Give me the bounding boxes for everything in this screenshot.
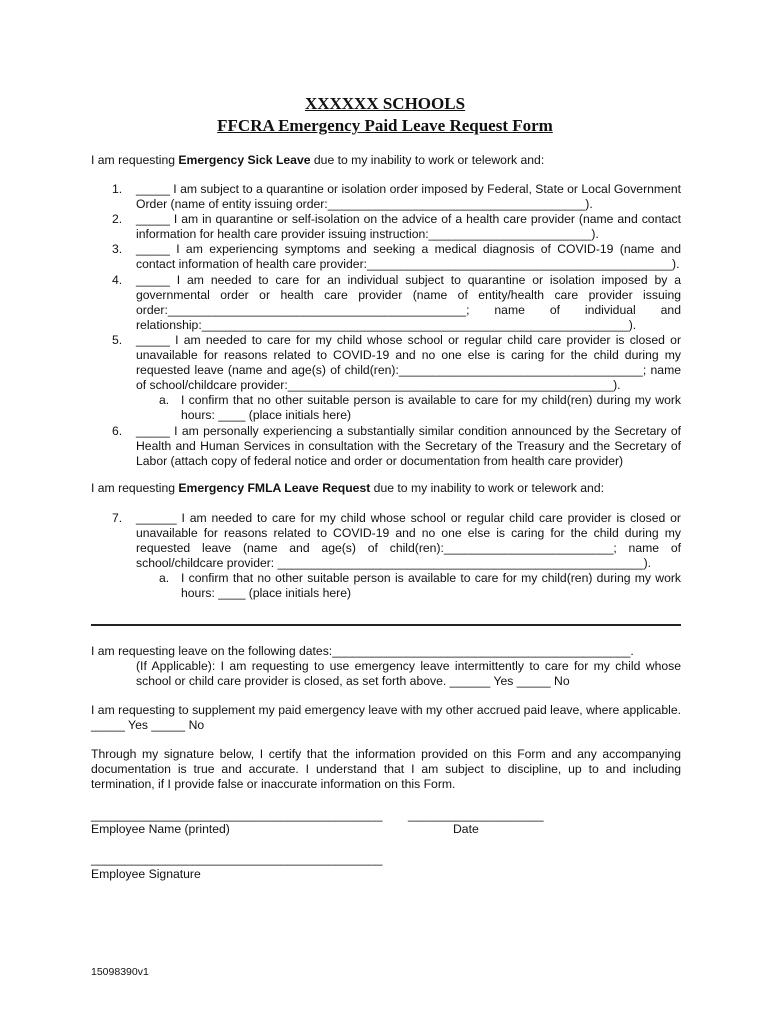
intermittent-leave-line: (If Applicable): I am requesting to use emergency leave intermittently to care for my child whose school or child care provider is closed, as set forth above. ______ Yes _____ No <box>136 659 681 689</box>
sick-leave-term: Emergency Sick Leave <box>178 153 311 167</box>
list-item: 3. _____ I am experiencing symptoms and seeking a medical diagnosis of COVID-19 (name and contact information of health care provider:_____________________________________________). <box>112 242 681 272</box>
fmla-leave-term: Emergency FMLA Leave Request <box>178 481 371 495</box>
employee-signature-label: Employee Signature <box>91 867 201 881</box>
list-item: 5. _____ I am needed to care for my child whose school or regular child care provider is closed or unavailable for reasons related to COVID-19 and no one else is caring for the child during my requested leave (name and age(s) of child(ren):____________________________________; name of school/childcare provider:________________________________________________). <box>112 332 681 393</box>
list-item: 7. ______ I am needed to care for my child whose school or regular child care provider is closed or unavailable for reasons related to COVID-19 and no one else is caring for the child during my requested leave (name and age(s) of child(ren):_________________________; name of school/childcare provider: ______________________________________________________). <box>112 511 681 571</box>
list-item: 1. _____ I am subject to a quarantine or isolation order imposed by Federal, State or Local Government Order (name of entity issuing order:______________________________________). <box>112 182 681 212</box>
form-subtitle: FFCRA Emergency Paid Leave Request Form <box>217 116 553 135</box>
leave-dates-line: I am requesting leave on the following dates:____________________________________________. <box>91 644 634 658</box>
list-item: 4. _____ I am needed to care for an individual subject to quarantine or isolation imposed by a governmental order or health care provider (name of entity/health care provider issuing order:____________________________________________; name of individual and relationship:_______________________________________________________________). <box>112 272 681 332</box>
date-label: Date <box>453 822 479 836</box>
sick-leave-list <box>112 182 681 469</box>
list-item: 6. _____ I am personally experiencing a substantially similar condition announced by the Secretary of Health and Human Services in consultation with the Secretary of the Treasury and the Secretary of Labor (attach copy of federal notice and order or documentation from health care provider) <box>112 423 681 468</box>
fmla-leave-list <box>112 511 681 602</box>
leave-dates-section <box>91 644 681 690</box>
list-subitem: a. I confirm that no other suitable person is available to care for my child(ren) during my work hours: ____ (place initials here) <box>159 571 681 601</box>
section-divider <box>91 624 681 626</box>
list-item: 2. _____ I am in quarantine or self-isolation on the advice of a health care provider (name and contact information for health care provider issuing instruction:________________________). <box>112 212 681 242</box>
document-id: 15098390v1 <box>91 966 149 978</box>
date-line: ____________________ <box>408 808 544 822</box>
fmla-leave-intro: I am requesting Emergency FMLA Leave Request due to my inability to work or telework and: <box>91 481 604 495</box>
sick-leave-intro: I am requesting Emergency Sick Leave due to my inability to work or telework and: <box>91 153 545 167</box>
supplement-paragraph: I am requesting to supplement my paid emergency leave with my other accrued paid leave, where applicable. _____ Yes _____ No <box>91 703 681 733</box>
employee-name-line: ___________________________________________ <box>91 808 383 822</box>
certification-paragraph: Through my signature below, I certify that the information provided on this Form and any accompanying documentation is true and accurate. I understand that I am subject to discipline, up to and including termination, if I provide false or inaccurate information on this Form. <box>91 747 681 792</box>
employee-signature-line: ___________________________________________ <box>91 852 383 866</box>
page-title: XXXXXX SCHOOLS <box>304 94 466 113</box>
employee-name-label: Employee Name (printed) <box>91 822 230 836</box>
list-subitem: a. I confirm that no other suitable person is available to care for my child(ren) during my work hours: ____ (place initials here) <box>159 393 681 423</box>
